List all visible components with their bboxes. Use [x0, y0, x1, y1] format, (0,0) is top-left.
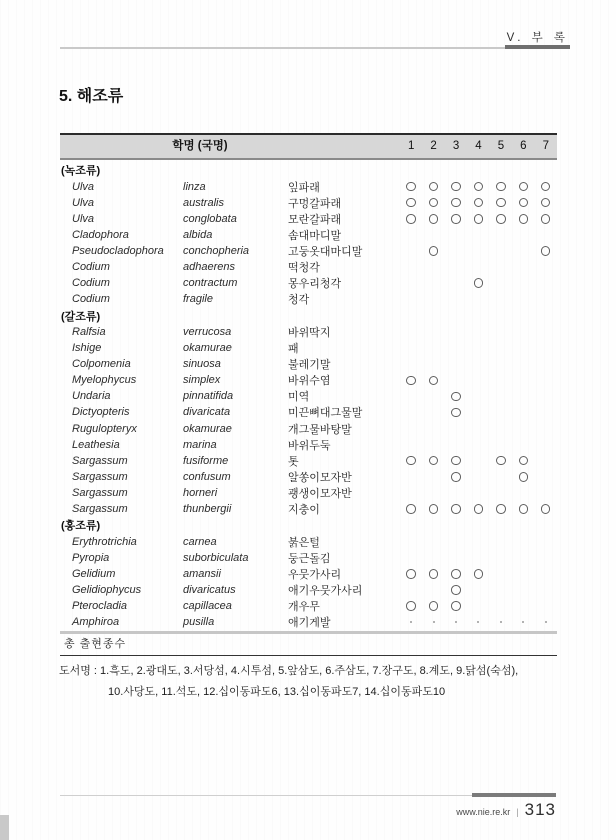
presence-cell	[490, 504, 512, 514]
table-row	[60, 566, 557, 582]
presence-circle-icon	[429, 182, 439, 192]
korean-name-cell: 애기우뭇가사리	[288, 584, 363, 597]
presence-cell	[400, 601, 422, 611]
total-row-label: 총 출현종수	[64, 638, 127, 651]
presence-cell	[445, 198, 467, 208]
presence-cell	[445, 601, 467, 611]
section-label: (녹조류)	[61, 165, 101, 178]
korean-name-cell: 솜대마디말	[288, 229, 342, 242]
page-edge-tab	[0, 815, 9, 840]
presence-circle-icon	[474, 182, 484, 192]
site-column-header: 6	[520, 140, 527, 152]
presence-circle-icon	[474, 198, 484, 208]
table-row	[60, 324, 557, 340]
presence-circle-icon	[406, 198, 416, 208]
presence-circle-icon	[519, 504, 529, 514]
korean-name-cell: 몽우리청각	[288, 278, 342, 291]
table-row	[60, 501, 557, 517]
presence-circle-icon	[406, 569, 416, 579]
genus-cell: Amphiroa	[72, 616, 120, 629]
presence-dot-icon	[545, 621, 547, 623]
presence-cell	[467, 278, 489, 288]
genus-cell: Undaria	[72, 390, 111, 403]
presence-cell	[490, 456, 512, 466]
page-title: 5. 해조류	[59, 88, 124, 105]
genus-cell: Sargassum	[72, 486, 128, 499]
korean-name-cell: 톳	[288, 455, 299, 468]
presence-circle-icon	[451, 585, 461, 595]
presence-circle-icon	[541, 198, 551, 208]
presence-cell	[467, 569, 489, 579]
korean-name-cell: 괭생이모자반	[288, 487, 352, 500]
korean-name-cell: 고둥옷대마디말	[288, 246, 363, 259]
species-cell: amansii	[183, 567, 221, 580]
presence-cell	[445, 456, 467, 466]
presence-circle-icon	[474, 278, 484, 288]
presence-cell	[422, 246, 444, 256]
genus-cell: Codium	[72, 293, 110, 306]
table-body	[60, 160, 557, 630]
species-cell: divaricatus	[183, 583, 236, 596]
table-row	[60, 485, 557, 501]
table-row	[60, 340, 557, 356]
site-column-header: 2	[430, 140, 437, 152]
korean-name-cell: 지충이	[288, 504, 320, 517]
korean-name-cell: 바위두둑	[288, 439, 331, 452]
presence-circle-icon	[406, 214, 416, 224]
presence-circle-icon	[474, 504, 484, 514]
presence-cell	[400, 504, 422, 514]
section-header-row	[60, 162, 557, 179]
presence-circle-icon	[406, 376, 416, 386]
species-cell: simplex	[183, 374, 221, 387]
presence-cell	[422, 456, 444, 466]
presence-cell	[490, 214, 512, 224]
presence-cell	[445, 621, 467, 623]
table-row	[60, 421, 557, 437]
total-row	[60, 631, 557, 656]
site-column-header: 5	[497, 140, 505, 152]
genus-cell: Leathesia	[72, 438, 120, 451]
korean-name-cell: 구멍갈파래	[288, 197, 342, 210]
presence-circle-icon	[451, 182, 461, 192]
presence-circle-icon	[541, 246, 551, 256]
korean-name-cell: 떡청각	[288, 262, 320, 275]
species-cell: pinnatifida	[183, 390, 234, 403]
presence-circle-icon	[496, 214, 506, 224]
presence-cell	[400, 569, 422, 579]
presence-cell	[512, 472, 534, 482]
table-header-band	[60, 133, 557, 160]
species-cell: marina	[183, 438, 217, 451]
table-row	[60, 437, 557, 453]
presence-cell	[467, 198, 489, 208]
table-row	[60, 195, 557, 211]
footer-page-number: 313	[524, 800, 556, 819]
presence-circle-icon	[496, 198, 506, 208]
species-cell: fusiforme	[183, 454, 229, 467]
korean-name-cell: 모란갈파래	[288, 213, 342, 226]
genus-cell: Sargassum	[72, 454, 128, 467]
genus-cell: Gelidiophycus	[72, 583, 142, 596]
presence-circle-icon	[541, 504, 551, 514]
site-column-header: 4	[475, 140, 482, 152]
species-cell: thunbergii	[183, 503, 232, 516]
presence-cell	[422, 214, 444, 224]
presence-circle-icon	[541, 214, 551, 224]
presence-circle-icon	[451, 472, 461, 482]
table-header-site-columns	[400, 135, 557, 158]
presence-circle-icon	[519, 182, 529, 192]
table-row	[60, 534, 557, 550]
section-header-row	[60, 517, 557, 534]
presence-cell	[467, 621, 489, 623]
korean-name-cell: 바위딱지	[288, 326, 331, 339]
presence-circle-icon	[451, 214, 461, 224]
presence-circle-icon	[496, 182, 506, 192]
presence-dot-icon	[455, 621, 457, 623]
genus-cell: Pseudocladophora	[72, 245, 164, 258]
presence-circle-icon	[496, 456, 506, 466]
presence-cell	[400, 182, 422, 192]
presence-cell	[400, 214, 422, 224]
section-label: (갈조류)	[61, 310, 101, 323]
korean-name-cell: 불레기말	[288, 359, 331, 372]
table-row	[60, 179, 557, 195]
presence-circle-icon	[429, 504, 439, 514]
genus-cell: Erythrotrichia	[72, 535, 137, 548]
genus-cell: Rugulopteryx	[72, 422, 137, 435]
presence-cell	[445, 504, 467, 514]
table-row	[60, 614, 557, 630]
presence-dot-icon	[410, 621, 412, 623]
genus-cell: Ulva	[72, 196, 95, 209]
presence-cell	[422, 621, 444, 623]
presence-cell	[422, 198, 444, 208]
presence-cell	[512, 504, 534, 514]
footer-separator: |	[516, 807, 519, 817]
presence-circle-icon	[451, 569, 461, 579]
presence-circle-icon	[451, 601, 461, 611]
genus-cell: Colpomenia	[72, 358, 131, 371]
presence-cell	[445, 585, 467, 595]
genus-cell: Myelophycus	[72, 374, 137, 387]
presence-cell	[535, 246, 557, 256]
genus-cell: Ulva	[72, 180, 95, 193]
species-cell: suborbiculata	[183, 551, 249, 564]
species-cell: conchopheria	[183, 245, 250, 258]
presence-circle-icon	[451, 504, 461, 514]
presence-cell	[512, 456, 534, 466]
korean-name-cell: 미역	[288, 391, 310, 404]
presence-cell	[400, 621, 422, 623]
presence-cell	[535, 214, 557, 224]
presence-cell	[535, 504, 557, 514]
presence-circle-icon	[541, 182, 551, 192]
presence-circle-icon	[429, 601, 439, 611]
footnote-line-2: 10.사당도, 11.석도, 12.십이동파도6, 13.십이동파도7, 14.십이동파도10	[108, 686, 446, 698]
presence-circle-icon	[519, 214, 529, 224]
korean-name-cell: 애기게발	[288, 617, 331, 630]
table-row	[60, 243, 557, 259]
presence-circle-icon	[429, 198, 439, 208]
species-cell: albida	[183, 228, 213, 241]
presence-cell	[512, 198, 534, 208]
species-cell: australis	[183, 196, 224, 209]
presence-cell	[422, 569, 444, 579]
korean-name-cell: 청각	[288, 294, 310, 307]
presence-cell	[422, 376, 444, 386]
table-row	[60, 227, 557, 243]
species-cell: sinuosa	[183, 358, 221, 371]
species-cell: okamurae	[183, 342, 232, 355]
presence-circle-icon	[451, 456, 461, 466]
footer-rule-dark	[472, 793, 556, 797]
table-row	[60, 372, 557, 388]
presence-circle-icon	[406, 182, 416, 192]
table-row	[60, 404, 557, 420]
presence-circle-icon	[519, 456, 529, 466]
site-column-header: 7	[542, 140, 549, 152]
presence-cell	[422, 504, 444, 514]
presence-circle-icon	[429, 376, 439, 386]
presence-circle-icon	[406, 504, 416, 514]
table-row	[60, 598, 557, 614]
presence-circle-icon	[474, 214, 484, 224]
footnote-line-1: 도서명 : 1.흑도, 2.광대도, 3.서당섬, 4.시투섬, 5.앞삼도, 6.주삼도, 7.장구도, 8.계도, 9.닭섬(숙섬),	[59, 665, 519, 677]
korean-name-cell: 붉은털	[288, 536, 320, 549]
genus-cell: Ishige	[72, 342, 102, 355]
species-presence-table	[60, 133, 557, 656]
presence-cell	[490, 198, 512, 208]
presence-dot-icon	[477, 621, 479, 623]
presence-cell	[400, 198, 422, 208]
presence-circle-icon	[451, 408, 461, 418]
presence-cell	[400, 456, 422, 466]
page-footer	[456, 800, 556, 820]
presence-cell	[535, 198, 557, 208]
presence-circle-icon	[474, 569, 484, 579]
header-rule-dark	[505, 45, 570, 49]
site-column-header: 1	[408, 140, 415, 152]
presence-circle-icon	[406, 601, 416, 611]
table-row	[60, 453, 557, 469]
presence-dot-icon	[500, 621, 502, 623]
presence-circle-icon	[406, 456, 416, 466]
species-cell: divaricata	[183, 406, 231, 419]
species-cell: verrucosa	[183, 325, 232, 338]
presence-cell	[445, 569, 467, 579]
genus-cell: Ralfsia	[72, 325, 106, 338]
presence-dot-icon	[433, 621, 435, 623]
species-cell: contractum	[183, 277, 238, 290]
presence-circle-icon	[496, 504, 506, 514]
species-cell: linza	[183, 180, 206, 193]
species-cell: capillacea	[183, 600, 232, 613]
presence-circle-icon	[451, 198, 461, 208]
island-legend-footnote	[59, 661, 564, 703]
presence-cell	[535, 621, 557, 623]
presence-circle-icon	[429, 456, 439, 466]
genus-cell: Pterocladia	[72, 600, 128, 613]
genus-cell: Codium	[72, 277, 110, 290]
presence-cell	[490, 182, 512, 192]
genus-cell: Ulva	[72, 212, 95, 225]
korean-name-cell: 미끈뼈대그물말	[288, 407, 363, 420]
genus-cell: Dictyopteris	[72, 406, 130, 419]
table-row	[60, 259, 557, 275]
table-row	[60, 582, 557, 598]
species-cell: horneri	[183, 486, 218, 499]
genus-cell: Gelidium	[72, 567, 116, 580]
presence-cell	[422, 182, 444, 192]
genus-cell: Pyropia	[72, 551, 110, 564]
korean-name-cell: 잎파래	[288, 181, 320, 194]
table-header-name-label: 학명 (국명)	[172, 140, 228, 152]
presence-cell	[512, 182, 534, 192]
table-row	[60, 275, 557, 291]
table-row	[60, 291, 557, 307]
presence-cell	[445, 392, 467, 402]
species-cell: pusilla	[183, 616, 215, 629]
table-row	[60, 469, 557, 485]
korean-name-cell: 개우무	[288, 601, 320, 614]
genus-cell: Codium	[72, 261, 110, 274]
presence-cell	[467, 182, 489, 192]
presence-circle-icon	[429, 569, 439, 579]
korean-name-cell: 알쏭이모자반	[288, 471, 352, 484]
species-cell: okamurae	[183, 422, 232, 435]
korean-name-cell: 개그물바탕말	[288, 423, 352, 436]
footer-url: www.nie.re.kr	[456, 807, 511, 817]
table-row	[60, 211, 557, 227]
species-cell: conglobata	[183, 212, 237, 225]
presence-cell	[490, 621, 512, 623]
species-cell: adhaerens	[183, 261, 235, 274]
presence-cell	[422, 601, 444, 611]
genus-cell: Cladophora	[72, 228, 129, 241]
presence-cell	[467, 504, 489, 514]
species-cell: carnea	[183, 535, 217, 548]
site-column-header: 3	[452, 140, 460, 152]
korean-name-cell: 바위수염	[288, 375, 331, 388]
korean-name-cell: 패	[288, 343, 299, 356]
presence-cell	[445, 472, 467, 482]
presence-cell	[400, 376, 422, 386]
presence-cell	[512, 214, 534, 224]
presence-cell	[445, 182, 467, 192]
presence-circle-icon	[429, 214, 439, 224]
species-cell: confusum	[183, 470, 231, 483]
presence-cell	[445, 214, 467, 224]
presence-cell	[467, 214, 489, 224]
presence-cell	[445, 408, 467, 418]
species-cell: fragile	[183, 293, 213, 306]
header-rule-light	[60, 47, 570, 49]
genus-cell: Sargassum	[72, 470, 128, 483]
footer-rule-light	[60, 795, 473, 796]
presence-cell	[512, 621, 534, 623]
presence-circle-icon	[451, 392, 461, 402]
presence-circle-icon	[429, 246, 439, 256]
presence-cell	[535, 182, 557, 192]
presence-circle-icon	[519, 198, 529, 208]
section-header-row	[60, 307, 557, 324]
section-label: (홍조류)	[61, 520, 101, 533]
genus-cell: Sargassum	[72, 503, 128, 516]
table-row	[60, 388, 557, 404]
presence-circle-icon	[519, 472, 529, 482]
table-row	[60, 356, 557, 372]
korean-name-cell: 우뭇가사리	[288, 568, 342, 581]
appendix-header-label: V. 부 록	[506, 32, 569, 44]
table-row	[60, 550, 557, 566]
korean-name-cell: 둥근돌김	[288, 552, 331, 565]
presence-dot-icon	[522, 621, 524, 623]
